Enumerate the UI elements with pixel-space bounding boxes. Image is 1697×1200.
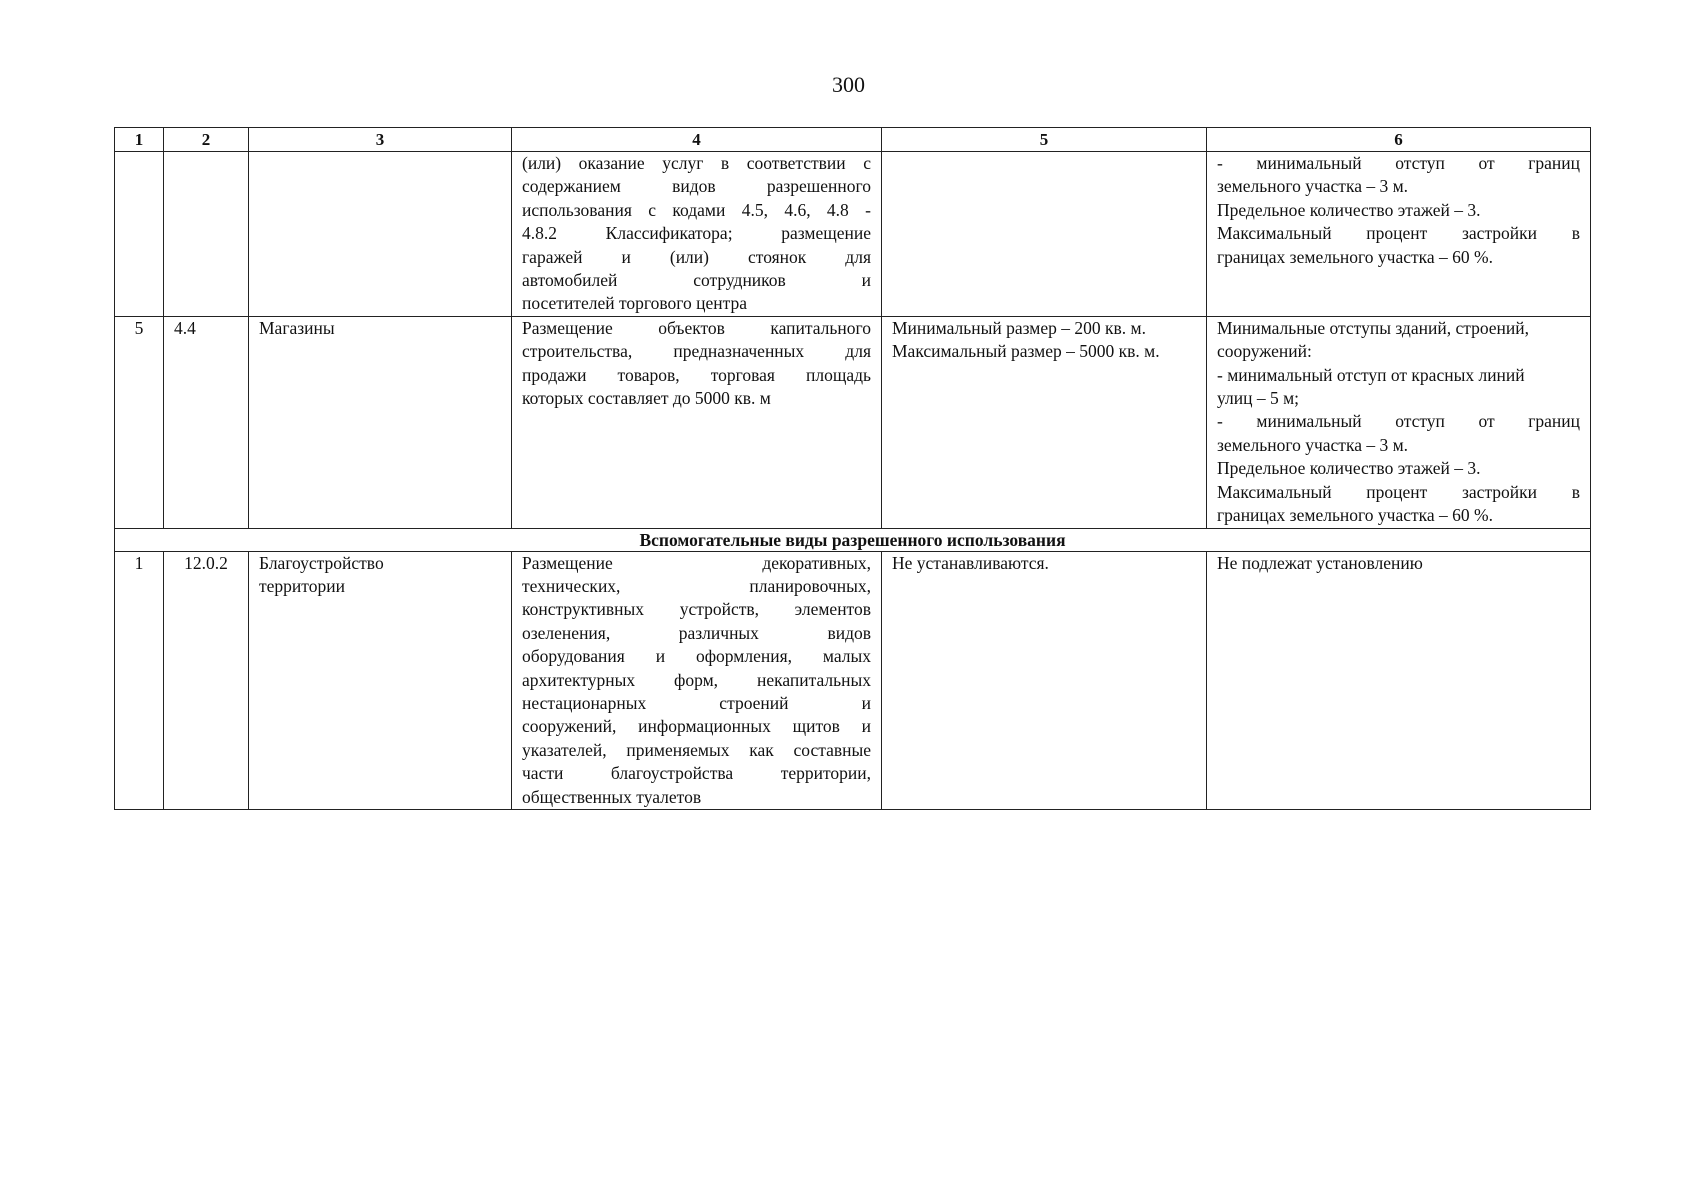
description-line: которых составляет до 5000 кв. м <box>522 388 771 409</box>
description-line: сооружений, информационных щитов и <box>522 716 871 737</box>
description-line: содержанием видов разрешенного <box>522 176 871 197</box>
cell-code: 4.4 <box>164 316 249 528</box>
parameters-line: Максимальный процент застройки в <box>1217 481 1580 502</box>
cell-name <box>249 152 512 317</box>
cell-plot-size <box>882 316 1207 528</box>
cell-description <box>512 152 882 317</box>
header-col-2: 2 <box>164 128 249 152</box>
parameters-line: - минимальный отступ от границ <box>1217 153 1580 173</box>
plot-size-line: Минимальный размер – 200 кв. м. <box>892 317 1146 338</box>
name-line: территории <box>259 575 345 596</box>
header-col-5: 5 <box>882 128 1207 152</box>
parameters-line: Максимальный процент застройки в <box>1217 223 1580 244</box>
description-line: части благоустройства территории, <box>522 763 871 784</box>
description-line: 4.8.2 Классификатора; размещение <box>522 223 871 244</box>
description-line: (или) оказание услуг в соответствии с <box>522 153 871 173</box>
cell-code <box>164 152 249 317</box>
page-number: 300 <box>832 72 865 97</box>
description-line: архитектурных форм, некапитальных <box>522 669 871 690</box>
name-line: Благоустройство <box>259 552 384 573</box>
cell-name: Магазины <box>249 316 512 528</box>
header-col-1: 1 <box>115 128 164 152</box>
parameters-line: Минимальные отступы зданий, строений, <box>1217 317 1530 338</box>
description-line: указателей, применяемых как составные <box>522 739 871 760</box>
description-line: оборудования и оформления, малых <box>522 646 871 667</box>
description-line: Размещение декоративных, <box>522 552 871 573</box>
parameters-line: Предельное количество этажей – 3. <box>1217 458 1481 479</box>
parameters-line: границах земельного участка – 60 %. <box>1217 246 1493 267</box>
description-line: использования с кодами 4.5, 4.6, 4.8 - <box>522 199 871 220</box>
table-header-row <box>115 128 1591 152</box>
parameters-line: - минимальный отступ от границ <box>1217 411 1580 432</box>
parameters-line: границах земельного участка – 60 %. <box>1217 505 1493 526</box>
description-line: нестационарных строений и <box>522 692 871 713</box>
cell-name <box>249 551 512 809</box>
table-row <box>115 152 1591 317</box>
parameters-line: улиц – 5 м; <box>1217 388 1300 409</box>
description-line: автомобилей сотрудников и <box>522 270 871 291</box>
parameters-line: - минимальный отступ от красных линий <box>1217 364 1525 385</box>
cell-description <box>512 551 882 809</box>
cell-plot-size <box>882 152 1207 317</box>
table-row <box>115 316 1591 528</box>
parameters-line: Предельное количество этажей – 3. <box>1217 199 1481 220</box>
plot-size-line: Максимальный размер – 5000 кв. м. <box>892 341 1160 362</box>
cell-parameters: Не подлежат установлению <box>1207 551 1591 809</box>
description-line: общественных туалетов <box>522 786 702 807</box>
description-line: озеленения, различных видов <box>522 622 871 643</box>
description-line: Размещение объектов капитального <box>522 317 871 338</box>
cell-num: 5 <box>115 316 164 528</box>
description-line: строительства, предназначенных для <box>522 341 871 362</box>
description-line: конструктивных устройств, элементов <box>522 599 871 620</box>
description-line: продажи товаров, торговая площадь <box>522 364 871 385</box>
section-row <box>115 528 1591 551</box>
cell-num <box>115 152 164 317</box>
description-line: технических, планировочных, <box>522 575 871 596</box>
cell-num: 1 <box>115 551 164 809</box>
cell-parameters <box>1207 152 1591 317</box>
parameters-line: земельного участка – 3 м. <box>1217 434 1409 455</box>
header-col-3: 3 <box>249 128 512 152</box>
cell-plot-size: Не устанавливаются. <box>882 551 1207 809</box>
cell-parameters <box>1207 316 1591 528</box>
cell-code: 12.0.2 <box>164 551 249 809</box>
header-col-4: 4 <box>512 128 882 152</box>
parameters-line: земельного участка – 3 м. <box>1217 176 1409 197</box>
table-row <box>115 551 1591 809</box>
section-title: Вспомогательные виды разрешенного использования <box>115 528 1591 551</box>
land-use-table <box>114 127 1591 810</box>
description-line: посетителей торгового центра <box>522 293 748 314</box>
parameters-line: сооружений: <box>1217 341 1312 362</box>
header-col-6: 6 <box>1207 128 1591 152</box>
cell-description <box>512 316 882 528</box>
description-line: гаражей и (или) стоянок для <box>522 246 871 267</box>
